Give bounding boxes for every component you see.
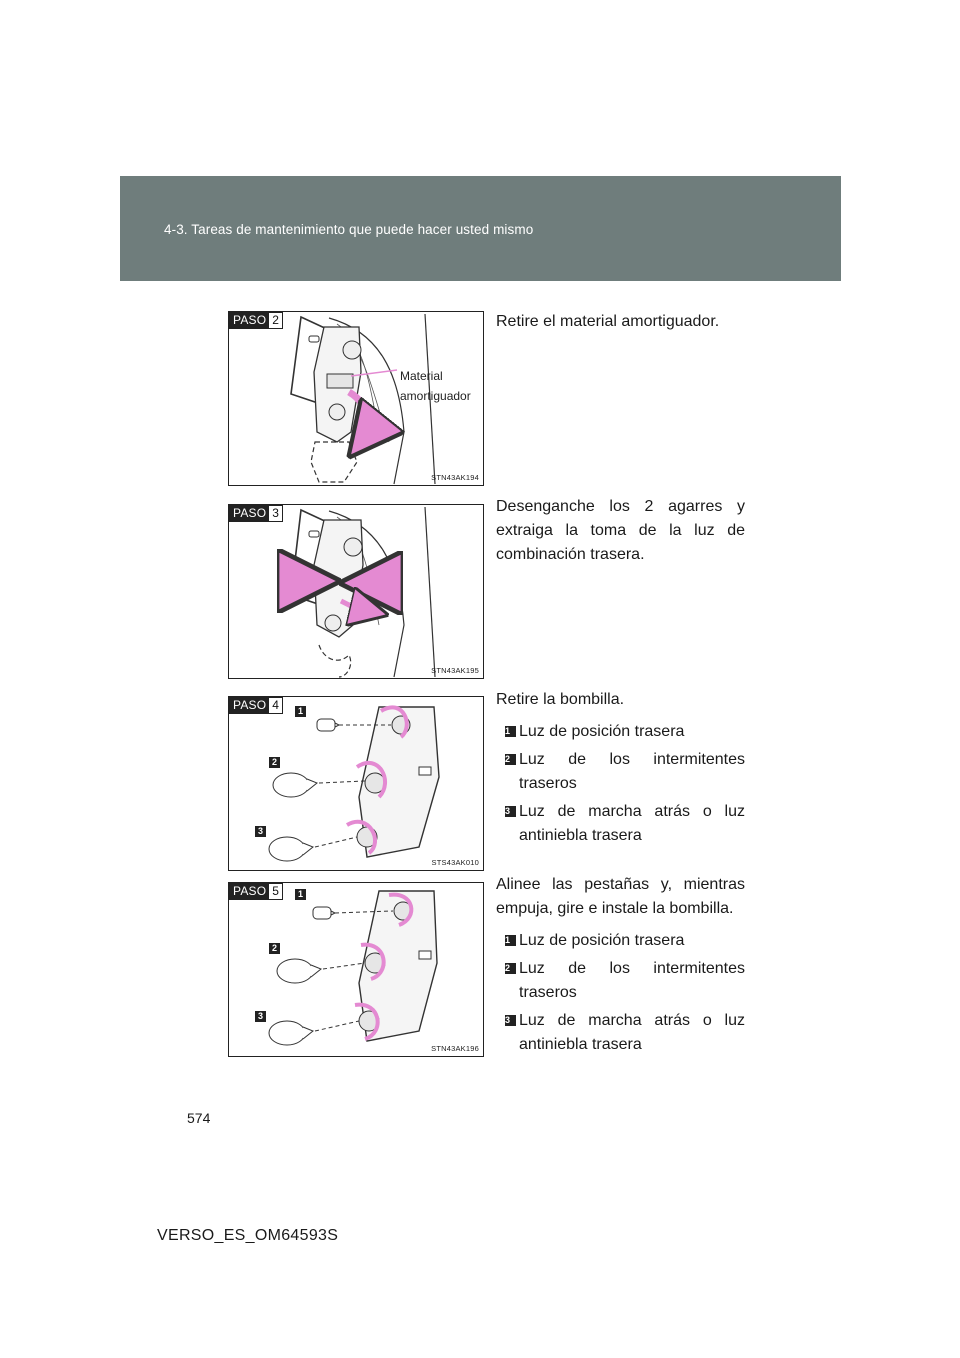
socket-release-illustration <box>229 505 483 678</box>
list-item: 3 Luz de marcha atrás o luz antiniebla trasera <box>505 803 745 844</box>
image-code: STN43AK194 <box>431 473 479 482</box>
section-title: 4-3. Tareas de mantenimiento que puede hacer usted mismo <box>164 222 534 237</box>
image-code: STN43AK196 <box>431 1044 479 1053</box>
list-item: 2 Luz de los intermitentes traseros <box>505 960 745 1001</box>
figure-step-5 <box>228 882 484 1057</box>
marker-2: 2 <box>269 943 280 954</box>
paso-badge: PASO 2 <box>229 312 283 329</box>
bulb-list <box>496 720 745 848</box>
marker-3: 3 <box>255 1011 266 1022</box>
figure-step-4 <box>228 696 484 871</box>
list-item: 1 Luz de posición trasera <box>505 723 685 740</box>
list-item: 2 Luz de los intermitentes traseros <box>505 751 745 792</box>
paso-badge: PASO 3 <box>229 505 283 522</box>
step-4-text: Retire la bombilla. 1 Luz de posición trasera 2 Luz de los intermitentes traseros 3 Luz de marcha atrás o luz antiniebla trasera <box>496 688 745 852</box>
bulb-install-illustration <box>229 883 483 1056</box>
marker-2: 2 <box>269 757 280 768</box>
paso-badge: PASO 4 <box>229 697 283 714</box>
list-item: 1 Luz de posición trasera <box>505 932 685 949</box>
paso-badge: PASO 5 <box>229 883 283 900</box>
bulb-removal-illustration <box>229 697 483 870</box>
section-header <box>120 176 841 281</box>
figure-step-3 <box>228 504 484 679</box>
marker-1: 1 <box>295 706 306 717</box>
bulb-list <box>496 929 745 1057</box>
figure-step-2 <box>228 311 484 486</box>
image-code: STS43AK010 <box>431 858 479 867</box>
callout-material: Material amortiguador <box>400 369 471 403</box>
step-3-text: Desenganche los 2 agarres y extraiga la toma de la luz de combinación trasera. <box>496 498 745 563</box>
document-code: VERSO_ES_OM64593S <box>157 1227 339 1244</box>
list-item: 3 Luz de marcha atrás o luz antiniebla trasera <box>505 1012 745 1053</box>
image-code: STN43AK195 <box>431 666 479 675</box>
step-5-text: Alinee las pestañas y, mientras empuja, gire e instale la bombilla. 1 Luz de posición trasera 2 Luz de los intermitentes traseros 3 Luz de marcha atrás o luz antiniebla trasera <box>496 873 745 1061</box>
step-2-text: Retire el material amortiguador. <box>496 313 720 330</box>
marker-1: 1 <box>295 889 306 900</box>
page-number: 574 <box>187 1110 211 1126</box>
marker-3: 3 <box>255 826 266 837</box>
